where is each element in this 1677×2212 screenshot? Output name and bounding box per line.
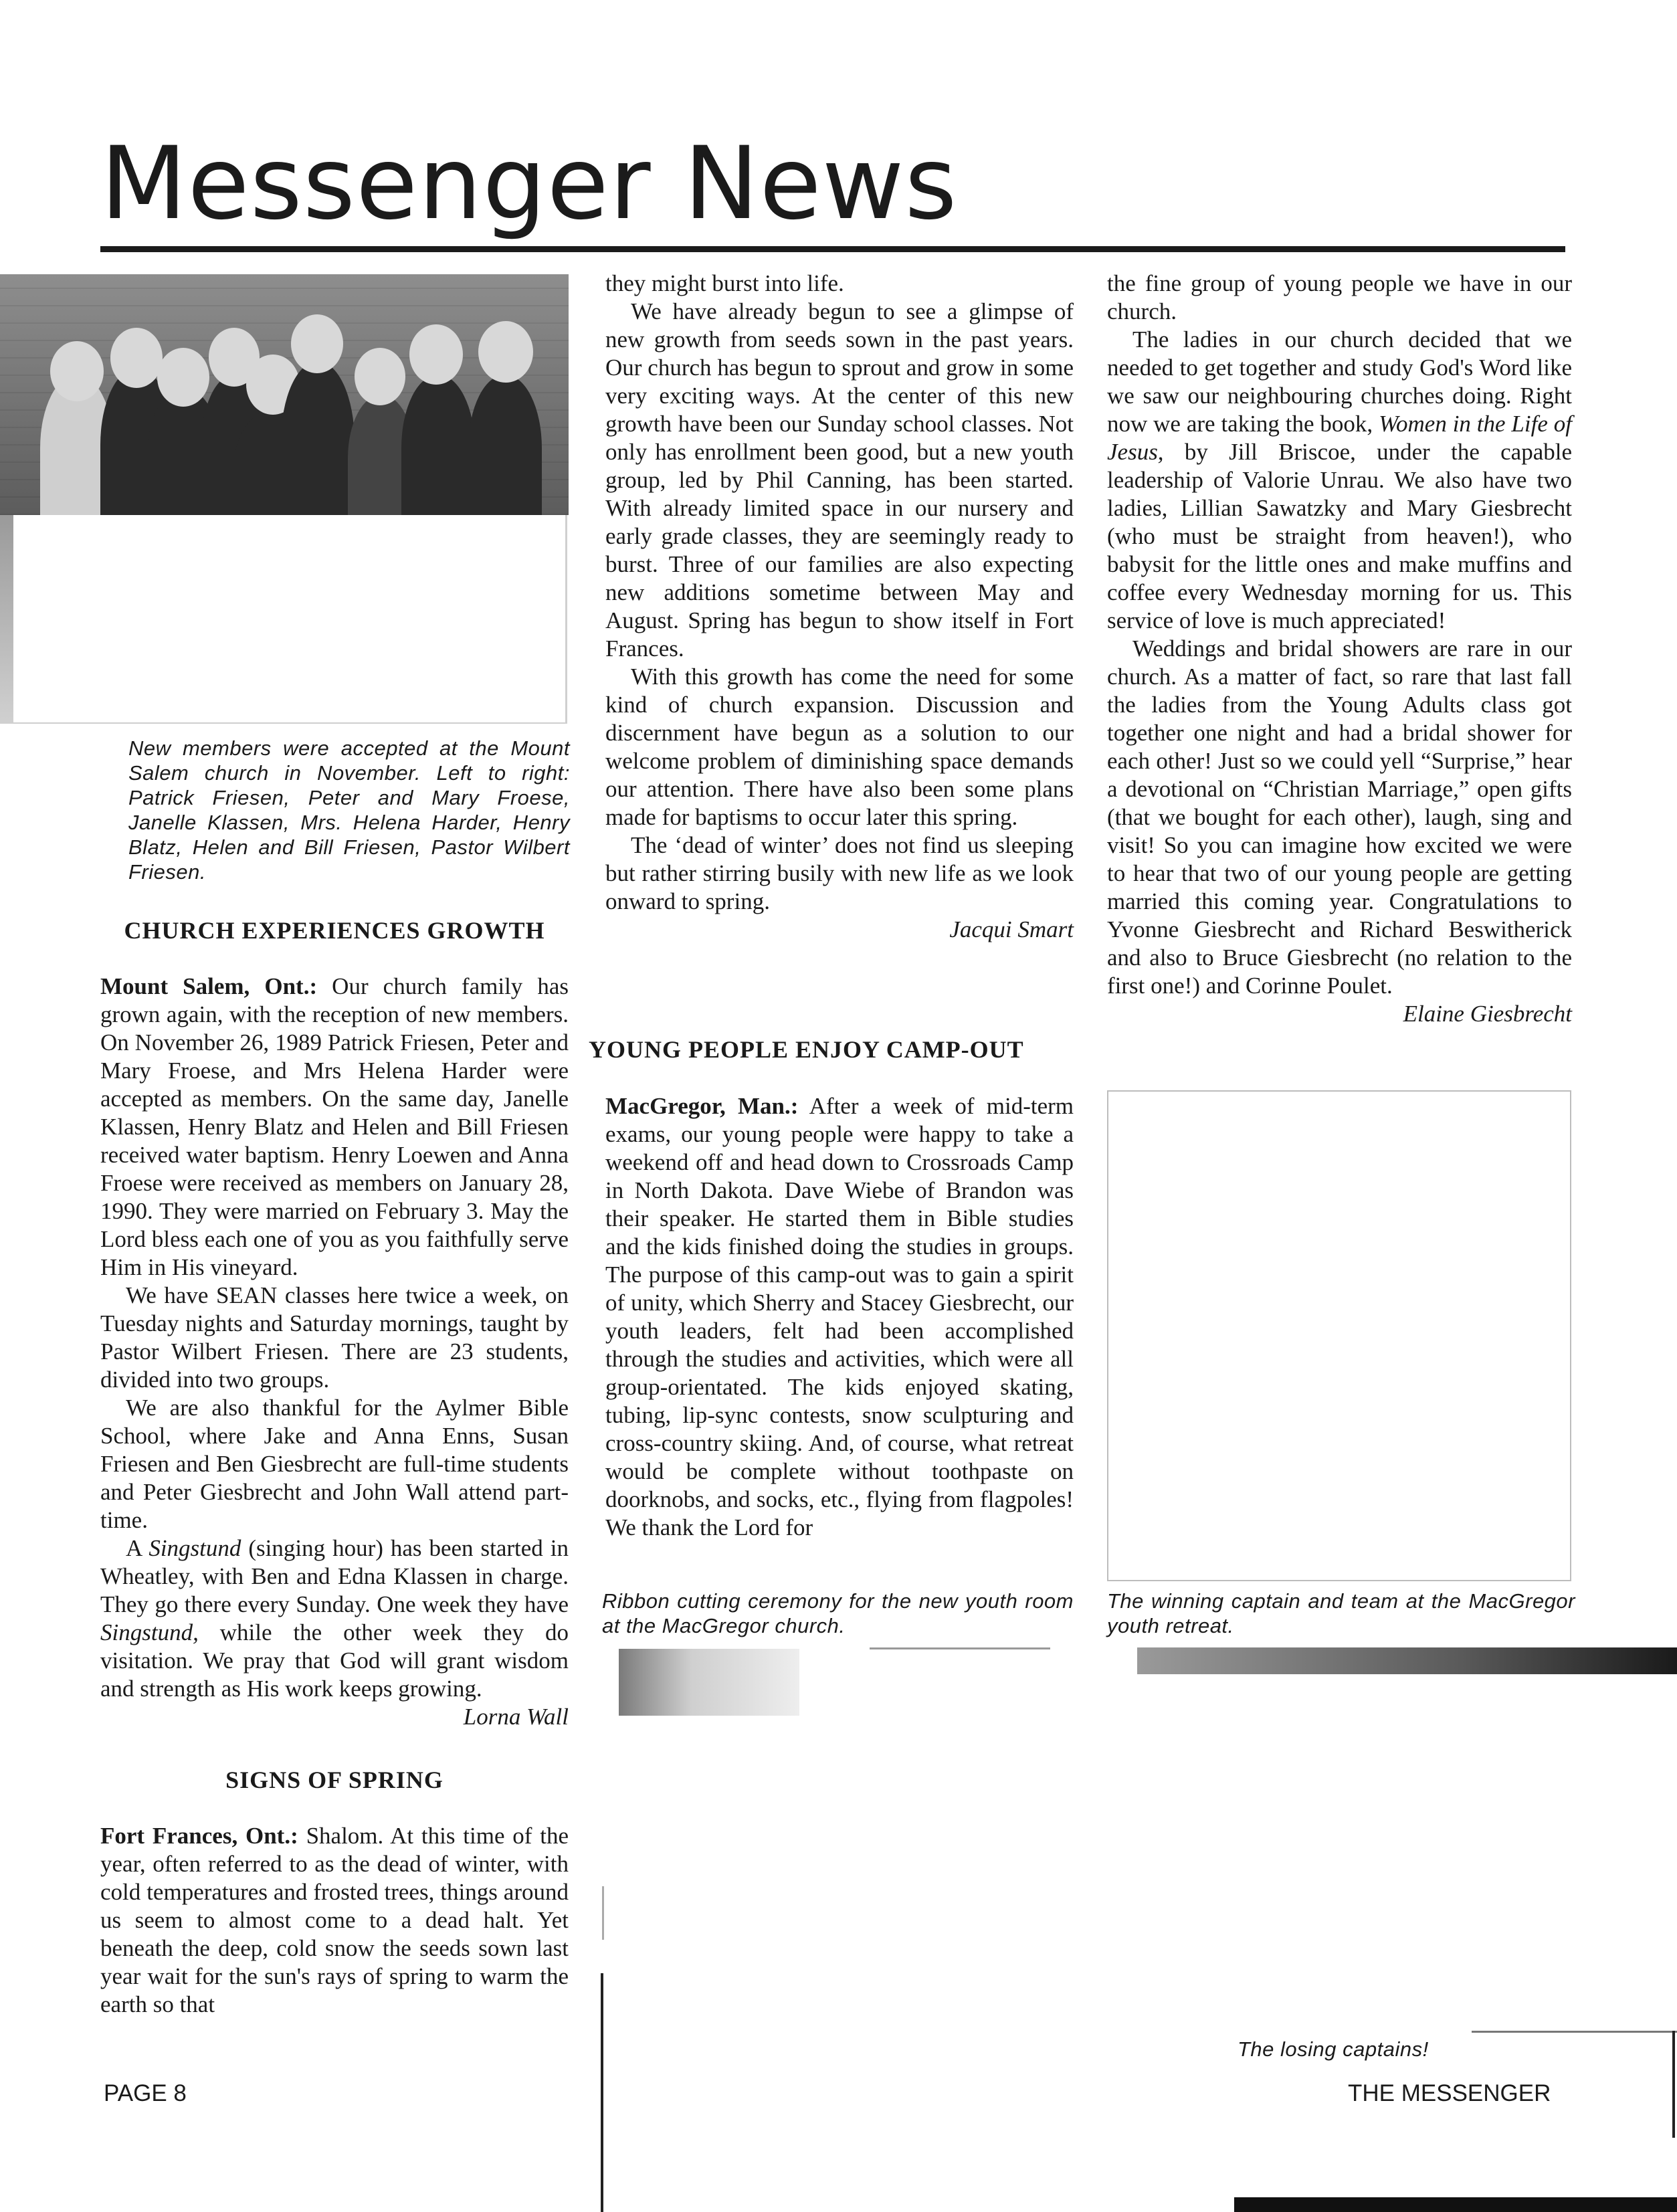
group-photo [0,274,569,515]
youth-p1: MacGregor, Man.: After a week of mid-term exams, our young people were happy to take a weekend off and head down to Crossroads Camp in North Dakota. Dave Wiebe of Brandon was their speaker. He started them in Bible studies and the kids finished doing the studies in groups. The purpose of this camp-out was to gain a spirit of unity, which Sherry and Stacey Giesbrecht, our youth leaders, felt had been accomplished through the studies and activities, which were all group-orientated. The kids enjoyed skating, tubing, lip-sync contests, snow sculpturing and cross-country skiing. And, of course, what retreat would be complete without toothpaste on doorknobs, and socks, etc., flying from flagpoles! We thank the Lord for [605,1093,1074,1540]
spring-p2: We have already begun to see a glimpse of new growth from seeds sown in the past years. Our church has begun to sprout and grow in some very exciting ways. At the center of this new growth have been our Sunday school classes. Not only has enrollment been good, but a new youth group, led by Phil Canning, has been started. With already limited space in our nursery and early grade classes, they are seemingly ready to burst. Three of our families are also expecting new additions sometime between May and August. Spring has begun to show itself in Fort Frances. [605,298,1074,662]
youth-p1-continued: the fine group of young people we have in our church. [1107,270,1572,324]
column-2 [605,270,1074,944]
heading-signs-of-spring: SIGNS OF SPRING [225,1767,443,1793]
losing-rule [1472,2031,1677,2033]
spring-p4: The ‘dead of winter’ does not find us sleeping but rather stirring busily with new life as we look onward to spring. [605,832,1074,914]
church-p4: A Singstund (singing hour) has been started in Wheatley, with Ben and Edna Klassen in charge. They go there every Sunday. One week they have Singstund, while the other week they do visitation. We pray that God will grant wisdom and strength as His work keeps growing. [100,1535,569,1702]
gutter-line-bottom [601,1973,603,2212]
spring-p1: Fort Frances, Ont.: Shalom. At this time of the year, often referred to as the dead of winter, with cold temperatures and frosted trees, things around us seem to almost come to a dead halt. Yet beneath the deep, cold snow the seeds sown last year wait for the sun's rays of spring to warm the earth so that [100,1823,569,2017]
caption-mount-salem: New members were accepted at the Mount Salem church in November. Left to right: Patrick Friesen, Peter and Mary Froese, Janelle Klassen, Mrs. Helena Harder, Henry Blatz, Helen and Bill Friesen, Pastor Wilbert Friesen. [128,736,570,884]
losing-photo-fragment [1137,1647,1677,1674]
youth-p3: Weddings and bridal showers are rare in our church. As a matter of fact, so rare that last fall the ladies from the Young Adults class got together one night and had a bridal shower for each other! Just so we could yell “Surprise,” hear a devotional on “Christian Marriage,” open gifts (that we bought for each other), laugh, sing and visit! So you can imagine how excited we were to hear that two of our young people are getting married this coming year. Congratulations to Yvonne Giesbrecht and Richard Beswitherick and also to Bruce Giesbrecht (no relation to the first one!) and Corinne Poulet. [1107,635,1572,999]
page-number: PAGE 8 [104,2080,187,2106]
masthead-title: Messenger News [100,126,958,242]
signature-jacqui-smart: Jacqui Smart [949,916,1074,942]
masthead-rule [100,246,1565,252]
ribbon-photo-edge [870,1647,1050,1649]
publication-name: THE MESSENGER [1348,2080,1551,2106]
church-p2: We have SEAN classes here twice a week, on Tuesday nights and Saturday mornings, taught by Pastor Wilbert Friesen. There are 23 students, divided into two groups. [100,1282,569,1393]
column-1 [100,916,569,2019]
signature-lorna-wall: Lorna Wall [463,1704,569,1730]
heading-church-growth: CHURCH EXPERIENCES GROWTH [124,917,545,944]
signature-elaine-giesbrecht: Elaine Giesbrecht [1403,1001,1572,1027]
photo-lower-area [0,515,567,724]
photo-left-strip [0,515,13,722]
caption-losing-captains: The losing captains! [1238,2037,1429,2061]
church-p3: We are also thankful for the Aylmer Bible School, where Jake and Anna Enns, Susan Friesen and Ben Giesbrecht are full-time students and Peter Giesbrecht and John Wall attend part-time. [100,1395,569,1533]
gutter-line-top [602,1886,604,1940]
heading-young-people: YOUNG PEOPLE ENJOY CAMP-OUT [589,1036,1024,1063]
column-3 [1107,270,1572,1028]
book-title: Women in the Life of Jesus, [1107,411,1572,465]
dateline-macgregor: MacGregor, Man.: [605,1093,799,1119]
column-2-youth-body [605,1092,1074,1542]
spring-p1-continued: they might burst into life. [605,270,844,296]
spring-p3: With this growth has come the need for some kind of church expansion. Discussion and discernment have begun as a solution to our welcome problem of diminishing space demands our attention. There have also been some plans made for baptisms to occur later this spring. [605,664,1074,830]
dateline-mount-salem: Mount Salem, Ont.: [100,973,318,999]
right-edge-line [1672,2031,1675,2138]
column-2-youth [589,1035,1074,1064]
caption-winning-team: The winning captain and team at the MacGregor youth retreat. [1107,1589,1575,1637]
caption-ribbon: Ribbon cutting ceremony for the new youth room at the MacGregor church. [602,1589,1074,1637]
dateline-fort-frances: Fort Frances, Ont.: [100,1823,298,1849]
ribbon-photo-fragment [619,1649,799,1716]
bottom-dark-band [1234,2197,1677,2212]
youth-p2: The ladies in our church decided that we needed to get together and study God's Word like we saw our neighbouring churches doing. Right now we are taking the book, Women in the Life of Jesus, by Jill Briscoe, under the capable leadership of Valorie Unrau. We also have two ladies, Lillian Sawatzky and Mary Giesbrecht (who must be straight from heaven!), who babysit for the little ones and make muffins and coffee every Wednesday morning for us. This service of love is much appreciated! [1107,326,1572,633]
winning-team-photo [1107,1090,1571,1581]
church-p1: Mount Salem, Ont.: Our church family has grown again, with the reception of new members. On November 26, 1989 Patrick Friesen, Peter and Mary Froese, and Mrs Helena Harder were accepted as members. On the same day, Janelle Klassen, Henry Blatz and Helen and Bill Friesen received water baptism. Henry Loewen and Anna Froese were received as members on January 28, 1990. They were married on February 3. May the Lord bless each one of you as you faithfully serve Him in His vineyard. [100,973,569,1280]
